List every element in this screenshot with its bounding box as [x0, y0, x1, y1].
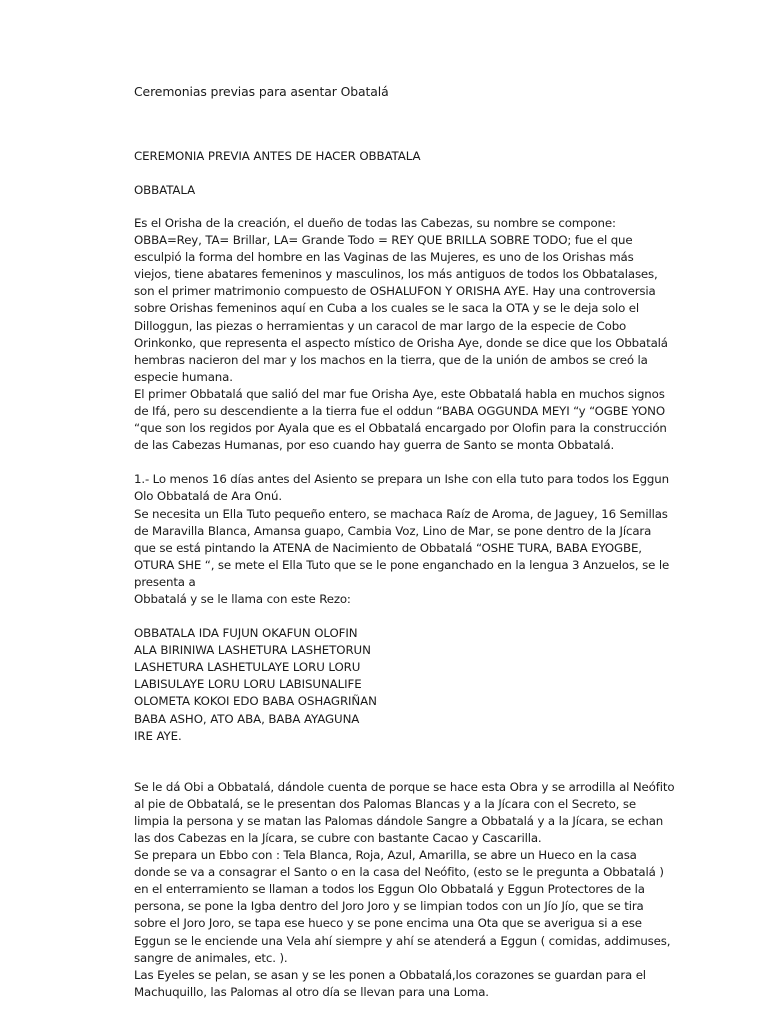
prayer-line: OBBATALA IDA FUJUN OKAFUN OLOFIN: [134, 626, 358, 641]
text-line: OTURA SHE “, se mete el Ella Tuto que se le pone enganchado en la lengua 3 Anzuelos, se le: [134, 557, 670, 572]
text-line: sobre el Joro Joro, se tapa ese hueco y se pone encima una Ota que se averigua si a ese: [134, 916, 642, 931]
text-line: sobre Orishas femeninos aquí en Cuba a los cuales se le saca la OTA y se le deja solo el: [134, 301, 640, 316]
rezo-prayer: [134, 625, 734, 745]
prayer-line: LABISULAYE LORU LORU LABISUNALIFE: [134, 677, 362, 692]
text-line: Orinkonko, que representa el aspecto místico de Orisha Aye, donde se dice que los Obbatalá: [134, 335, 668, 350]
text-line: en el enterramiento se llaman a todos los Eggun Olo Obbatalá y Eggun Protectores de la: [134, 882, 645, 897]
step-one-paragraph: [134, 471, 734, 608]
text-line: de las Cabezas Humanas, por eso cuando hay guerra de Santo se monta Obbatalá.: [134, 438, 615, 453]
text-line: “que son los regidos por Ayala que es el Obbatalá encargado por Olofin para la construcción: [134, 421, 667, 436]
text-line: son el primer matrimonio compuesto de OSHALUFON Y ORISHA AYE. Hay una controversia: [134, 284, 656, 299]
prayer-line: IRE AYE.: [134, 728, 182, 743]
text-line: 1.- Lo menos 16 días antes del Asiento se prepara un Ishe con ella tuto para todos los Eggun: [134, 472, 669, 487]
text-line: Se prepara un Ebbo con : Tela Blanca, Roja, Azul, Amarilla, se abre un Hueco en la casa: [134, 848, 637, 863]
text-line: sangre de animales, etc. ).: [134, 950, 288, 965]
closing-paragraph: [134, 779, 734, 1001]
text-line: de Ifá, pero su descendiente a la tierra fue el oddun “BABA OGGUNDA MEYI “y “OGBE YONO: [134, 404, 665, 419]
text-line: Dilloggun, las piezas o herramientas y un caracol de mar largo de la especie de Cobo: [134, 318, 627, 333]
text-line: limpia la persona y se matan las Palomas dándole Sangre a Obbatalá y a la Jícara, se echan: [134, 813, 664, 828]
text-line: Olo Obbatalá de Ara Onú.: [134, 489, 282, 504]
text-line: donde se va a consagrar el Santo o en la casa del Neófito, (esto se le pregunta a Obbatalá ): [134, 865, 664, 880]
text-line: viejos, tiene abatares femeninos y masculinos, los más antiguos de todos los Obbatalases,: [134, 267, 658, 282]
text-line: Eggun se le enciende una Vela ahí siempre y ahí se atenderá a Eggun ( comidas, addimuses,: [134, 933, 671, 948]
text-line: de Maravilla Blanca, Amansa guapo, Cambia Voz, Lino de Mar, se pone dentro de la Jícara: [134, 523, 652, 538]
obbatala-subheading: OBBATALA: [134, 183, 196, 197]
ceremony-heading: CEREMONIA PREVIA ANTES DE HACER OBBATALA: [134, 149, 421, 163]
text-line: Es el Orisha de la creación, el dueño de todas las Cabezas, su nombre se compone:: [134, 216, 616, 230]
text-line: hembras nacieron del mar y los machos en la tierra, que de la unión de ambos se creó la: [134, 352, 648, 367]
prayer-line: LASHETURA LASHETULAYE LORU LORU: [134, 660, 361, 675]
intro-paragraph: [134, 215, 734, 454]
text-line: Se le dá Obi a Obbatalá, dándole cuenta de porque se hace esta Obra y se arrodilla al Neófito: [134, 779, 675, 794]
text-line: presenta a: [134, 574, 196, 589]
text-line: OBBA=Rey, TA= Brillar, LA= Grande Todo = REY QUE BRILLA SOBRE TODO; fue el que: [134, 233, 633, 248]
text-line: El primer Obbatalá que salió del mar fue Orisha Aye, este Obbatalá habla en muchos signos: [134, 386, 665, 401]
text-line: al pie de Obbatalá, se le presentan dos Palomas Blancas y a la Jícara con el Secreto, se: [134, 796, 636, 811]
text-line: que se está pintando la ATENA de Nacimiento de Obbatalá “OSHE TURA, BABA EYOGBE,: [134, 540, 642, 555]
text-line: Obbatalá y se le llama con este Rezo:: [134, 591, 351, 606]
prayer-line: BABA ASHO, ATO ABA, BABA AYAGUNA: [134, 711, 360, 726]
document-page: [134, 80, 734, 1001]
document-title: Ceremonias previas para asentar Obatalá: [134, 84, 389, 99]
text-line: las dos Cabezas en la Jícara, se cubre con bastante Cacao y Cascarilla.: [134, 831, 542, 845]
text-line: Se necesita un Ella Tuto pequeño entero, se machaca Raíz de Aroma, de Jaguey, 16 Semillas: [134, 506, 668, 521]
text-line: especie humana.: [134, 369, 233, 384]
prayer-line: ALA BIRINIWA LASHETURA LASHETORUN: [134, 643, 371, 658]
text-line: Las Eyeles se pelan, se asan y se les ponen a Obbatalá,los corazones se guardan para el: [134, 967, 646, 982]
text-line: persona, se pone la Igba dentro del Joro Joro y se limpian todos con un Jío Jío, que se tira: [134, 899, 644, 914]
text-line: esculpió la forma del hombre en las Vaginas de las Mujeres, es uno de los Orishas más: [134, 250, 634, 265]
text-line: Machuquillo, las Palomas al otro día se llevan para una Loma.: [134, 984, 489, 999]
prayer-line: OLOMETA KOKOI EDO BABA OSHAGRIÑAN: [134, 694, 377, 709]
